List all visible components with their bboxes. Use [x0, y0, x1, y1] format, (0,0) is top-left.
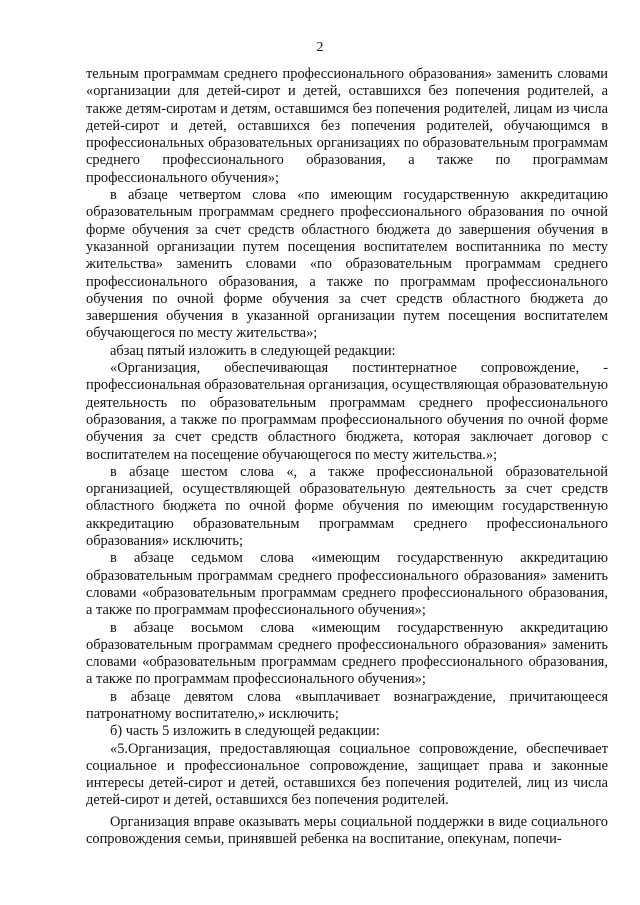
paragraph: в абзаце восьмом слова «имеющим государственную аккредитацию образовательным программам среднего профессионального образования» заменить словами «образовательным программам среднего профессионального образования, а также по программам профессионального обучения»;: [86, 619, 608, 688]
page-number: 2: [316, 40, 324, 55]
paragraph: в абзаце девятом слова «выплачивает вознаграждение, причитающееся патронатному воспитателю,» исключить;: [86, 688, 608, 722]
paragraph: Организация вправе оказывать меры социальной поддержки в виде социального сопровождения семьи, принявшей ребенка на воспитание, опекунам, попечи-: [86, 813, 608, 848]
paragraph: в абзаце четвертом слова «по имеющим государственную аккредитацию образовательным программам среднего профессионального образования по очной форме обучения за счет средств областного бюджета до завершения обучения в указанной организации путем посещения воспитателем воспитанника по месту жительства» заменить словами «по образовательным программам среднего профессионального образования, а также по программам профессионального обучения по очной форме обучения за счет средств областного бюджета до завершения обучения в указанной организации путем посещения воспитателем обучающегося по месту жительства»;: [86, 187, 608, 342]
paragraph: абзац пятый изложить в следующей редакции:: [110, 342, 396, 359]
paragraph: в абзаце шестом слова «, а также профессиональной образовательной организацией, осуществляющей образовательную деятельность за счет средств областного бюджета по очной форме обучения по имеющим государственную аккредитацию образовательным программам среднего профессионального образования» исключить;: [86, 463, 608, 550]
paragraph: «Организация, обеспечивающая постинтернатное сопровождение, - профессиональная образовательная организация, осуществляющая образовательную деятельность по образовательным программам среднего профессионального образования, а также по программам профессионального обучения по очной форме обучения за счет средств областного бюджета, которая заключает договор с воспитателем на посещение обучающегося по месту жительства.»;: [86, 360, 608, 463]
document-body: [86, 66, 608, 848]
paragraph: в абзаце седьмом слова «имеющим государственную аккредитацию образовательным программам среднего профессионального образования» заменить словами «образовательным программам среднего профессионального образования, а также по программам профессионального обучения»;: [86, 550, 608, 619]
paragraph: тельным программам среднего профессионального образования» заменить словами «организации для детей-сирот и детей, оставшихся без попечения родителей, а также детям-сиротам и детям, оставшимся без попечения родителей, лицам из числа детей-сирот и детей, оставшихся без попечения родителей, обучающимся в профессиональных образовательных организациях по образовательным программам среднего профессионального образования, а также по программам профессионального обучения»;: [86, 66, 608, 186]
paragraph: «5.Организация, предоставляющая социальное сопровождение, обеспечивает социальное и профессиональное сопровождение, защищает права и законные интересы детей-сирот и детей, оставшихся без попечения родителей, лиц из числа детей-сирот и детей, оставшихся без попечения родителей.: [86, 740, 608, 809]
paragraph: б) часть 5 изложить в следующей редакции:: [110, 723, 380, 740]
